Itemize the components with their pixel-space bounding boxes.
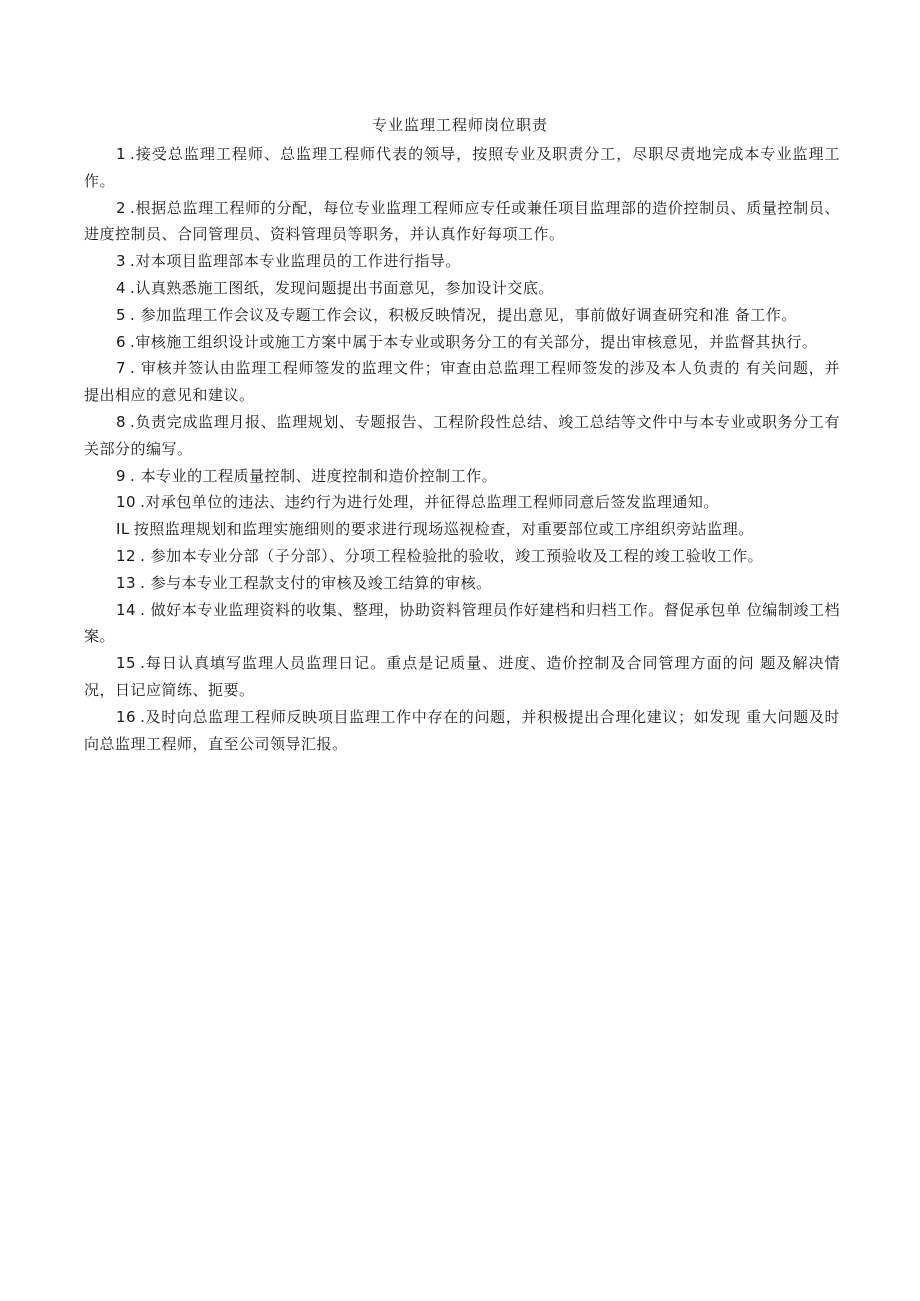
duty-item-2 bbox=[84, 195, 840, 249]
duty-number: 4 bbox=[116, 278, 127, 297]
duty-item-12 bbox=[84, 543, 840, 570]
duty-text: .根据总监理工程师的分配，每位专业监理工程师应专任或兼任项目监理部的造价控制员、质量控制员、进度控制员、合同管理员、资料管理员等职务，并认真作好每项工作。 bbox=[84, 198, 840, 244]
duty-text: .对承包单位的违法、违约行为进行处理，并征得总监理工程师同意后签发监理通知。 bbox=[140, 493, 719, 512]
duty-text: . 本专业的工程质量控制、进度控制和造价控制工作。 bbox=[130, 466, 498, 485]
document-body bbox=[84, 141, 840, 757]
duty-text: . 参与本专业工程款支付的审核及竣工结算的审核。 bbox=[140, 573, 492, 592]
duty-number: 15 bbox=[116, 654, 137, 673]
duty-item-13 bbox=[84, 570, 840, 597]
duty-text: .每日认真填写监理人员监理日记。重点是记质量、进度、造价控制及合同管理方面的问 题及解决情况，日记应简练、扼要。 bbox=[84, 654, 840, 699]
duty-text: .认真熟悉施工图纸，发现问题提出书面意见，参加设计交底。 bbox=[130, 278, 554, 297]
duty-number: 2 bbox=[116, 198, 127, 217]
duty-number: 14 bbox=[116, 600, 137, 619]
duty-item-1 bbox=[84, 141, 840, 195]
duty-item-16 bbox=[84, 704, 840, 758]
duty-item-14 bbox=[84, 597, 840, 651]
duty-item-9 bbox=[84, 463, 840, 490]
duty-number: 6 bbox=[116, 332, 127, 351]
duty-item-6 bbox=[84, 329, 840, 356]
duty-number: 16 bbox=[116, 707, 137, 726]
duty-number: 9 bbox=[116, 466, 127, 485]
duty-item-8 bbox=[84, 409, 840, 463]
duty-text: . 参加本专业分部（子分部）、分项工程检验批的验收，竣工预验收及工程的竣工验收工作。 bbox=[140, 546, 764, 565]
duty-number: 12 bbox=[116, 546, 137, 565]
duty-item-10 bbox=[84, 489, 840, 516]
duty-number: 7 bbox=[116, 359, 127, 378]
duty-item-4 bbox=[84, 275, 840, 302]
duty-item-11 bbox=[84, 516, 840, 543]
duty-item-5 bbox=[84, 302, 840, 329]
duty-text: .负责完成监理月报、监理规划、专题报告、工程阶段性总结、竣工总结等文件中与本专业或职务分工有关部分的编写。 bbox=[84, 412, 840, 458]
duty-text: .审核施工组织设计或施工方案中属于本专业或职务分工的有关部分，提出审核意见，并监督其执行。 bbox=[130, 332, 818, 351]
duty-number: 5 bbox=[116, 305, 127, 324]
duty-text: . 审核并签认由监理工程师签发的监理文件；审查由总监理工程师签发的涉及本人负责的 有关问题，并提出相应的意见和建议。 bbox=[84, 359, 840, 405]
duty-item-15 bbox=[84, 650, 840, 704]
duty-text: . 做好本专业监理资料的收集、整理，协助资料管理员作好建档和归档工作。督促承包单 位编制竣工档案。 bbox=[84, 600, 840, 646]
duty-number: 1 bbox=[116, 145, 127, 163]
duty-text: .及时向总监理工程师反映项目监理工作中存在的问题，并积极提出合理化建议；如发现 重大问题及时向总监理工程师，直至公司领导汇报。 bbox=[84, 707, 840, 753]
duty-text: 按照监理规划和监理实施细则的要求进行现场巡视检查，对重要部位或工序组织旁站监理。 bbox=[133, 520, 754, 539]
duty-text: . 参加监理工作会议及专题工作会议，积极反映情况，提出意见，事前做好调查研究和准 备工作。 bbox=[130, 305, 797, 324]
duty-text: .对本项目监理部本专业监理员的工作进行指导。 bbox=[130, 252, 461, 271]
duty-number: 8 bbox=[116, 412, 127, 431]
duty-number: 10 bbox=[116, 493, 137, 512]
duty-number: 3 bbox=[116, 252, 127, 271]
duty-item-3 bbox=[84, 248, 840, 275]
duty-item-7 bbox=[84, 355, 840, 409]
document-title: 专业监理工程师岗位职责 bbox=[371, 116, 548, 134]
duty-text: .接受总监理工程师、总监理工程师代表的领导，按照专业及职责分工，尽职尽责地完成本专业监理工作。 bbox=[84, 145, 840, 190]
duty-number: IL bbox=[116, 520, 130, 539]
duty-number: 13 bbox=[116, 573, 137, 592]
